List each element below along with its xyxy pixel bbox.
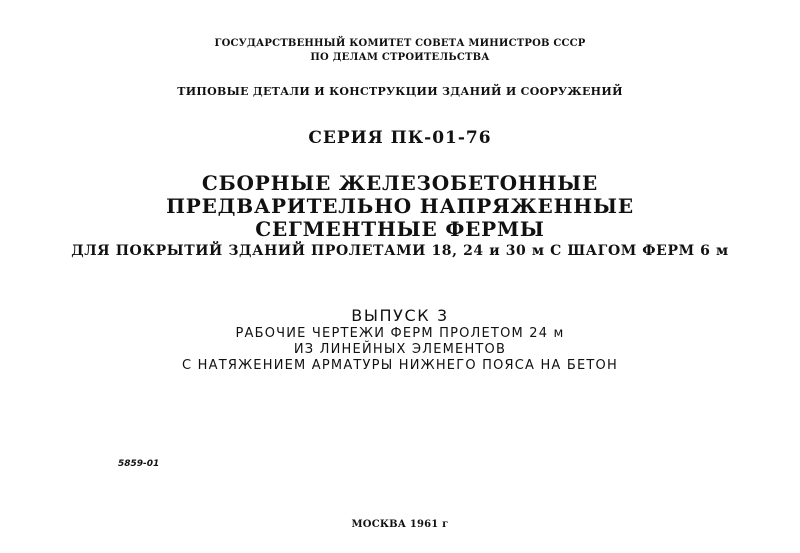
title-subtitle: ДЛЯ ПОКРЫТИЙ ЗДАНИЙ ПРОЛЕТАМИ 18, 24 и 30 м С ШАГОМ ФЕРМ 6 м: [71, 243, 729, 259]
series-number: СЕРИЯ ПК-01-76: [308, 128, 492, 148]
issue-label: ВЫПУСК 3: [351, 306, 449, 325]
issue-description-line-2: ИЗ ЛИНЕЙНЫХ ЭЛЕМЕНТОВ: [293, 342, 507, 357]
committee-line-1: ГОСУДАРСТВЕННЫЙ КОМИТЕТ СОВЕТА МИНИСТРОВ СССР: [214, 38, 586, 49]
committee-line-2: ПО ДЕЛАМ СТРОИТЕЛЬСТВА: [310, 52, 490, 63]
issue-description-line-1: РАБОЧИЕ ЧЕРТЕЖИ ФЕРМ ПРОЛЕТОМ 24 м: [235, 326, 565, 341]
title-line-3: СЕГМЕНТНЫЕ ФЕРМЫ: [255, 217, 545, 241]
footer-place-year: МОСКВА 1961 г: [351, 519, 449, 530]
document-code: 5859-01: [118, 459, 160, 469]
issue-description-line-3: С НАТЯЖЕНИЕМ АРМАТУРЫ НИЖНЕГО ПОЯСА НА БЕТОН: [182, 358, 618, 373]
title-line-2: ПРЕДВАРИТЕЛЬНО НАПРЯЖЕННЫЕ: [166, 194, 634, 218]
collection-title: ТИПОВЫЕ ДЕТАЛИ И КОНСТРУКЦИИ ЗДАНИЙ И СООРУЖЕНИЙ: [177, 85, 623, 98]
title-line-1: СБОРНЫЕ ЖЕЛЕЗОБЕТОННЫЕ: [201, 171, 599, 195]
